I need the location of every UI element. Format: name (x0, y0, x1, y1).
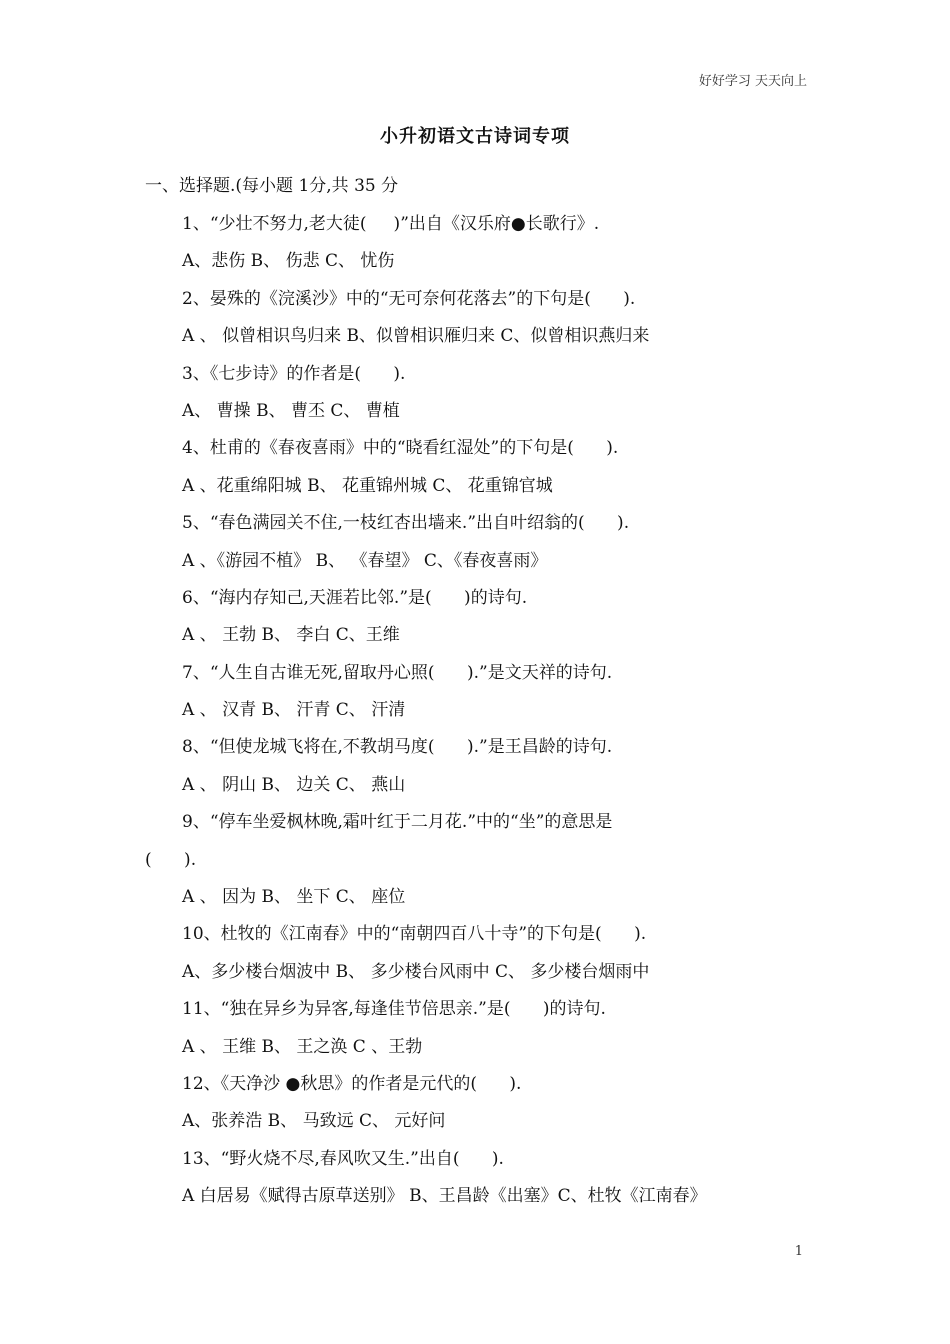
answer-options: A 、 似曾相识鸟归来 B、似曾相识雁归来 C、似曾相识燕归来 (182, 326, 650, 347)
page-number: 1 (794, 1244, 803, 1259)
question-line-continued: ( ). (145, 849, 197, 870)
question-list (0, 206, 950, 1216)
page-title: 小升初语文古诗词专项 (380, 126, 570, 147)
question-line: 13、“野火烧不尽,春风吹又生.”出自( ). (182, 1148, 504, 1169)
question-line: 2、晏殊的《浣溪沙》中的“无可奈何花落去”的下句是( ). (182, 288, 636, 309)
answer-options: A 、 阴山 B、 边关 C、 燕山 (182, 774, 406, 795)
question-line: 5、“春色满园关不住,一枝红杏出墙来.”出自叶绍翁的( ). (182, 513, 630, 534)
answer-options: A、悲伤 B、 伤悲 C、 忧伤 (182, 251, 395, 272)
answer-options: A 、 王勃 B、 李白 C、王维 (182, 625, 400, 646)
answer-options: A 、花重绵阳城 B、 花重锦州城 C、 花重锦官城 (182, 475, 553, 496)
section-heading: 一、选择题.(每小题 1分,共 35 分 (145, 176, 399, 196)
question-line: 6、“海内存知己,天涯若比邻.”是( )的诗句. (182, 587, 528, 608)
question-line: 1、“少壮不努力,老大徒( )”出自《汉乐府●长歌行》. (182, 214, 600, 234)
question-line: 7、“人生自古谁无死,留取丹心照( ).”是文天祥的诗句. (182, 662, 613, 683)
question-line: 3、《七步诗》的作者是( ). (182, 363, 406, 384)
answer-options: A 、 因为 B、 坐下 C、 座位 (182, 887, 406, 908)
question-line: 8、“但使龙城飞将在,不教胡马度( ).”是王昌龄的诗句. (182, 737, 613, 758)
question-line: 11、“独在异乡为异客,每逢佳节倍思亲.”是( )的诗句. (182, 999, 606, 1020)
answer-options: A、 曹操 B、 曹丕 C、 曹植 (182, 400, 400, 421)
question-line: 10、杜牧的《江南春》中的“南朝四百八十寺”的下句是( ). (182, 924, 647, 945)
answer-options: A、多少楼台烟波中 B、 多少楼台风雨中 C、 多少楼台烟雨中 (182, 961, 650, 982)
header-note: 好好学习 天天向上 (698, 74, 807, 89)
answer-options: A 、 汉青 B、 汗青 C、 汗清 (182, 700, 406, 721)
answer-options: A、张养浩 B、 马致远 C、 元好问 (182, 1111, 446, 1132)
answer-options: A 、 王维 B、 王之涣 C 、王勃 (182, 1036, 423, 1057)
question-line: 9、“停车坐爱枫林晚,霜叶红于二月花.”中的“坐”的意思是 (182, 812, 613, 833)
answer-options: A 白居易《赋得古原草送别》 B、王昌龄《出塞》C、杜牧《江南春》 (182, 1186, 707, 1207)
question-line: 12、《天净沙 ●秋思》的作者是元代的( ). (182, 1073, 522, 1094)
answer-options: A 、《游园不植》 B、 《春望》 C、《春夜喜雨》 (182, 550, 548, 571)
question-line: 4、杜甫的《春夜喜雨》中的“晓看红湿处”的下句是( ). (182, 438, 619, 459)
